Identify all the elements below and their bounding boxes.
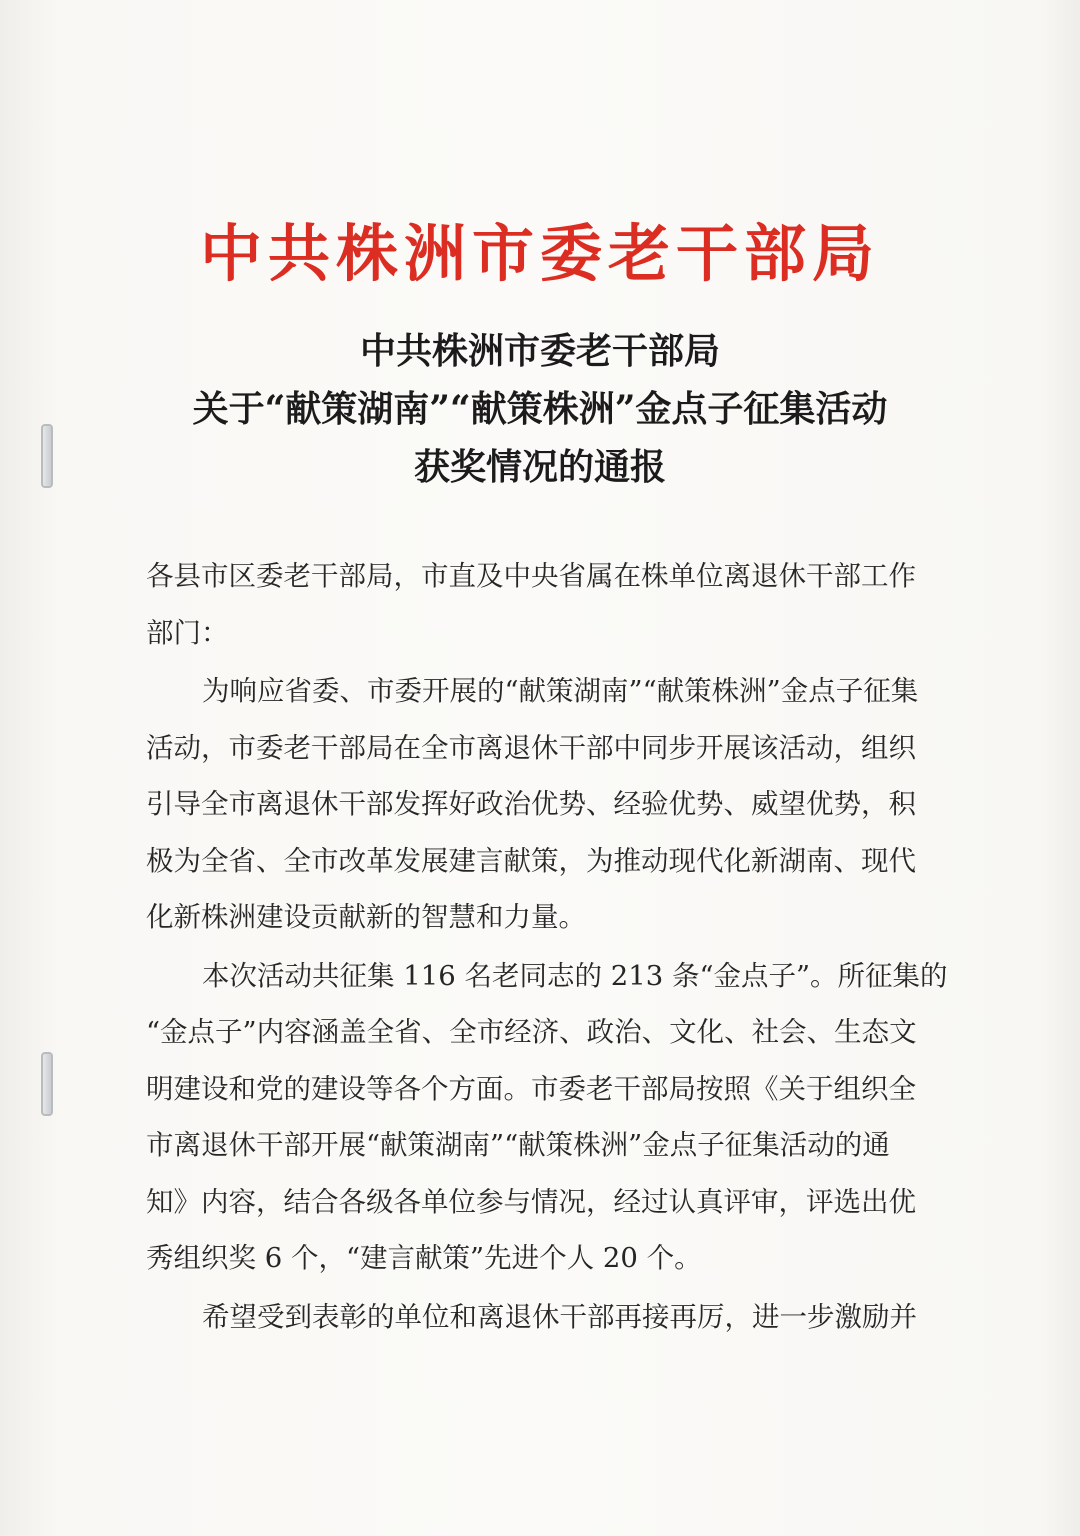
text-line: 部门： — [146, 616, 229, 649]
paragraph-3 — [146, 1289, 946, 1346]
paragraph-1 — [146, 663, 946, 946]
text-line: 活动，市委老干部局在全市离退休干部中同步开展该活动，组织 — [146, 731, 916, 764]
document-body — [146, 548, 946, 1345]
red-masthead: 中共株洲市委老干部局 — [199, 217, 880, 290]
text-line: 知》内容，结合各级各单位参与情况，经过认真评审，评选出优 — [146, 1185, 916, 1218]
text-line: 明建设和党的建设等各个方面。市委老干部局按照《关于组织全 — [146, 1072, 916, 1105]
text-line: 市离退休干部开展“献策湖南”“献策株洲”金点子征集活动的通 — [146, 1129, 890, 1161]
text-line: 秀组织奖 6 个，“建言献策”先进个人 20 个。 — [146, 1242, 702, 1274]
title-line: 关于“献策湖南”“献策株洲”金点子征集活动 — [192, 388, 888, 430]
document-title — [0, 322, 1080, 496]
text-line: 极为全省、全市改革发展建言献策，为推动现代化新湖南、现代 — [146, 844, 916, 877]
text-line: 希望受到表彰的单位和离退休干部再接再厉，进一步激励并 — [202, 1300, 917, 1333]
text-line: 为响应省委、市委开展的“献策湖南”“献策株洲”金点子征集 — [202, 675, 919, 707]
title-line: 中共株洲市委老干部局 — [359, 330, 720, 372]
text-line: 各县市区委老干部局，市直及中央省属在株单位离退休干部工作 — [146, 560, 916, 592]
text-line: 本次活动共征集 116 名老同志的 213 条“金点子”。所征集的 — [202, 959, 948, 992]
paragraph-2 — [146, 948, 946, 1287]
text-line: 化新株洲建设贡献新的智慧和力量。 — [146, 901, 586, 933]
text-line: 引导全市离退休干部发挥好政治优势、经验优势、威望优势，积 — [146, 788, 916, 820]
text-line: “金点子”内容涵盖全省、全市经济、政治、文化、社会、生态文 — [146, 1016, 917, 1048]
salutation — [146, 548, 946, 661]
staple-icon — [41, 1052, 53, 1116]
title-line: 获奖情况的通报 — [413, 446, 666, 488]
